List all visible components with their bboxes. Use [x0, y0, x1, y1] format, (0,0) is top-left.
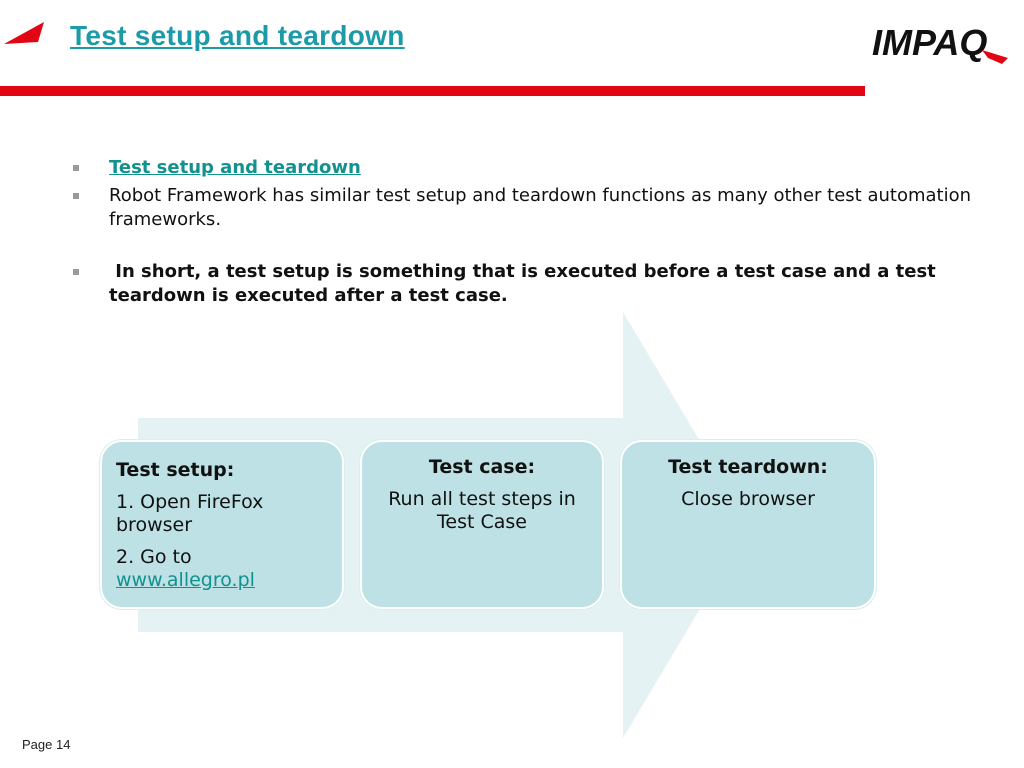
test-teardown-body: Close browser — [681, 488, 815, 510]
page-number: Page 14 — [22, 737, 71, 752]
bullet-item — [72, 156, 992, 180]
test-setup-heading: Test setup: — [116, 459, 235, 481]
bullet-item — [72, 260, 992, 308]
section-link[interactable]: Test setup and teardown — [109, 157, 361, 178]
test-teardown-box — [620, 440, 876, 609]
test-setup-box — [100, 440, 344, 609]
bullet-item — [72, 184, 992, 232]
header-divider — [0, 86, 865, 96]
svg-text:IMPAQ: IMPAQ — [872, 22, 988, 63]
bullet-list — [72, 156, 992, 312]
page-title: Test setup and teardown — [70, 20, 405, 51]
test-teardown-heading: Test teardown: — [668, 456, 828, 478]
square-bullet-icon — [73, 269, 79, 275]
test-setup-step-2 — [116, 546, 328, 592]
bullet-text: In short, a test setup is something that is executed before a test case and a test teardown is executed after a test case. — [109, 261, 943, 306]
test-setup-step-2-prefix: 2. Go to — [116, 546, 198, 568]
test-case-body: Run all test steps in Test Case — [388, 488, 576, 533]
allegro-link[interactable]: www.allegro.pl — [116, 569, 255, 591]
test-setup-step-1: 1. Open FireFox browser — [116, 491, 264, 536]
bullet-text: Robot Framework has similar test setup and teardown functions as many other test automation frameworks. — [109, 185, 971, 230]
square-bullet-icon — [73, 165, 79, 171]
impaq-logo — [872, 22, 1008, 64]
test-case-box — [360, 440, 604, 609]
corner-arrow-icon — [4, 22, 44, 48]
square-bullet-icon — [73, 193, 79, 199]
test-case-heading: Test case: — [428, 456, 536, 478]
